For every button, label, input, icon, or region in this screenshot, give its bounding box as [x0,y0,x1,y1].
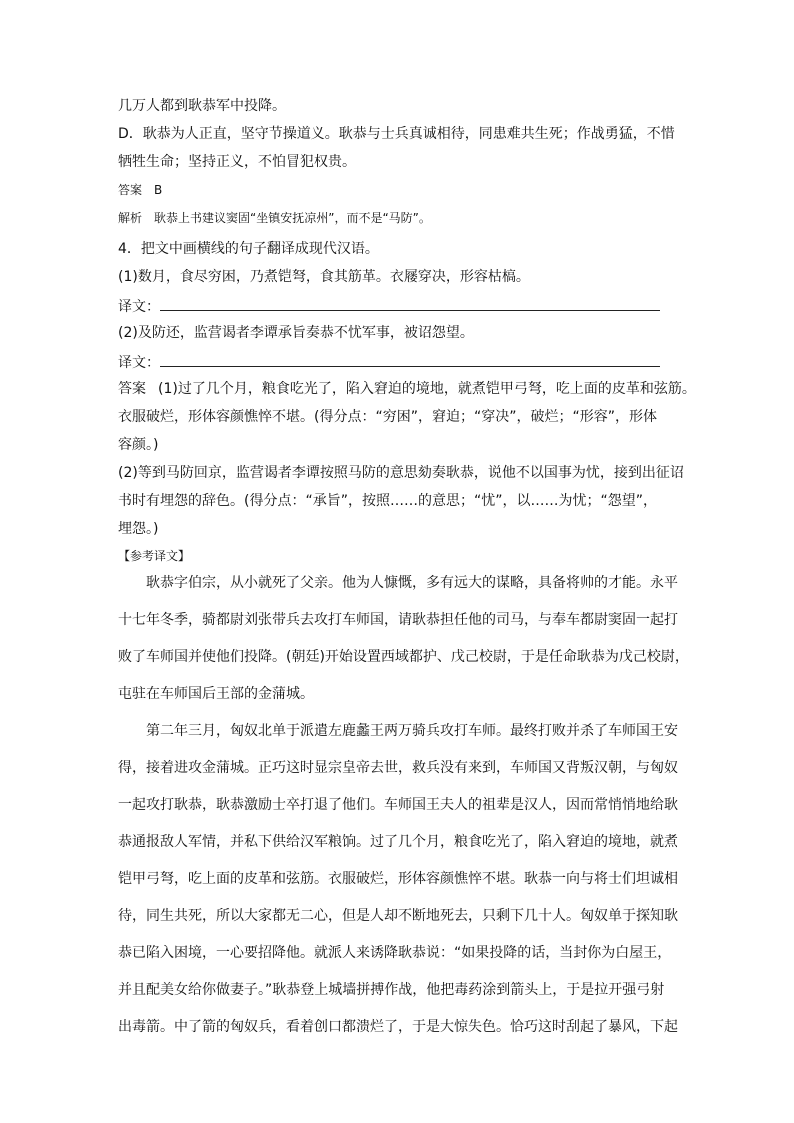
question-4-item-1: (1)数月，食尽穷困，乃煮铠弩，食其筋革。衣屦穿决，形容枯槁。 [118,269,530,285]
answer-4-line-1 [118,380,696,398]
yiwen-label: 译文： [118,355,160,371]
translation-line: 铠甲弓弩，吃上面的皮革和弦筋。衣服破烂，形体容颜憔悴不堪。耿恭一向与将士们坦诚相 [118,871,678,887]
translation-line: 待，同生共死，所以大家都无二心，但是人却不断地死去，只剩下几十人。匈奴单于探知耿 [118,908,678,924]
answer-4-line-4: (2)等到马防回京，监营谒者李谭按照马防的意思劾奏耿恭，说他不以国事为忧，接到出征诏 [118,465,684,481]
translation-line: 屯驻在车师国后王部的金蒲城。 [118,686,314,702]
answer-blank[interactable] [160,296,660,311]
question-4-item-2: (2)及防还，监营谒者李谭承旨奏恭不忧军事，被诏怨望。 [118,325,474,341]
analysis-text: 耿恭上书建议窦固“坐镇安抚凉州”，而不是“马防”。 [154,211,431,225]
reference-translation-title: 【参考译文】 [118,549,191,563]
translation-line: 耿恭字伯宗，从小就死了父亲。他为人慷慨，多有远大的谋略，具备将帅的才能。永平 [146,575,678,591]
answer-4-line-2: 衣服破烂，形体容颜憔悴不堪。(得分点：“穷困”，窘迫；“穿决”，破烂；“形容”，形体 [118,409,657,425]
answer-4-line-5: 书时有埋怨的辞色。(得分点：“承旨”，按照……的意思；“忧”，以……为忧；“怨望”， [118,493,657,509]
translation-line: 得，接着进攻金蒲城。正巧这时显宗皇帝去世，救兵没有来到，车师国又背叛汉朝，与匈奴 [118,760,678,776]
option-d-line-1: D．耿恭为人正直，坚守节操道义。耿恭与士兵真诚相待，同患难共生死；作战勇猛，不惜 [118,126,675,142]
translation-answer-line-1 [118,296,660,316]
translation-line: 第二年三月，匈奴北单于派遣左鹿蠡王两万骑兵攻打车师。最终打败并杀了车师国王安 [146,723,678,739]
analysis-3 [118,209,431,227]
answer-4-text: (1)过了几个月，粮食吃光了，陷入窘迫的境地，就煮铠甲弓弩，吃上面的皮革和弦筋。 [158,381,696,397]
yiwen-label: 译文： [118,299,160,315]
translation-line: 恭已陷入困境，一心要招降他。就派人来诱降耿恭说：“如果投降的话，当封你为白屋王， [118,945,672,961]
analysis-label: 解析 [118,211,143,225]
translation-line: 恭通报敌人军情，并私下供给汉军粮饷。过了几个月，粮食吃光了，陷入窘迫的境地，就煮 [118,834,678,850]
answer-label: 答案 [118,183,143,197]
answer-3 [118,181,162,199]
translation-line: 出毒箭。中了箭的匈奴兵，看着创口都溃烂了，于是大惊失色。恰巧这时刮起了暴风，下起 [118,1019,678,1035]
translation-line: 并且配美女给你做妻子。”耿恭登上城墙拼搏作战，他把毒药涂到箭头上，于是拉开强弓射 [118,982,665,998]
text-line: 几万人都到耿恭军中投降。 [118,98,286,114]
answer-4-line-6: 埋怨。) [118,521,159,537]
answer-value: B [154,183,163,197]
answer-4-line-3: 容颜。) [118,437,159,453]
answer-label: 答案 [118,381,146,397]
translation-answer-line-2 [118,352,660,372]
answer-blank[interactable] [160,352,660,367]
translation-line: 败了车师国并使他们投降。(朝廷)开始设置西域都护、戊己校尉，于是任命耿恭为戊己校尉， [118,649,689,665]
option-d-line-2: 牺牲生命；坚持正义，不怕冒犯权贵。 [118,154,356,170]
translation-line: 一起攻打耿恭，耿恭激励士卒打退了他们。车师国王夫人的祖辈是汉人，因而常悄悄地给耿 [118,797,678,813]
question-4-title: 4．把文中画横线的句子翻译成现代汉语。 [118,241,379,257]
translation-line: 十七年冬季，骑都尉刘张带兵去攻打车师国，请耿恭担任他的司马，与奉车都尉窦固一起打 [118,612,678,628]
